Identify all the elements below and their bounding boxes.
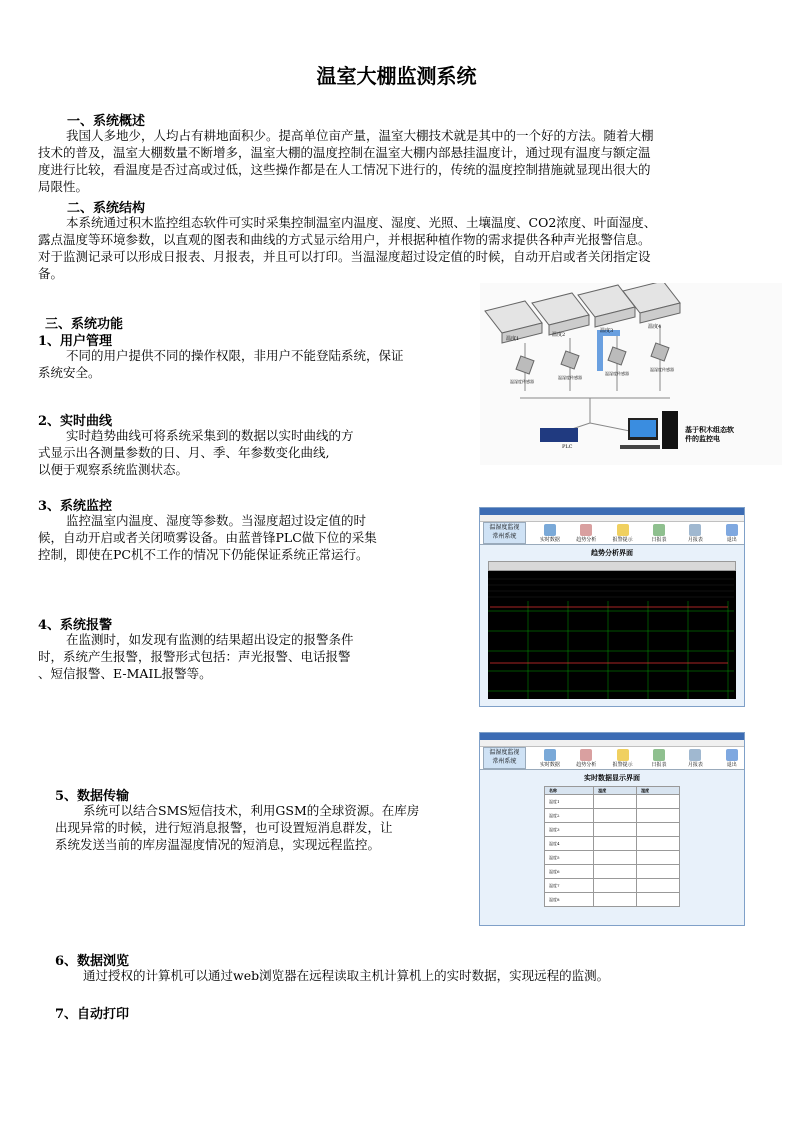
- feature-4-heading: 4、系统报警: [38, 618, 113, 633]
- text-line: 通过授权的计算机可以通过web浏览器在远程读取主机计算机上的实时数据，实现远程的监测。: [83, 968, 610, 983]
- window-titlebar: [480, 733, 744, 740]
- toolbar-button-monthly-report[interactable]: 月报表: [683, 749, 707, 768]
- system-structure-diagram: [480, 283, 782, 465]
- toolbar-button-exit[interactable]: 退出: [720, 524, 744, 543]
- text-line: 在监测时，如发现有监测的结果超出设定的报警条件: [66, 632, 354, 647]
- page-title: 温室大棚监测系统: [316, 64, 477, 88]
- section-1-heading: 一、系统概述: [67, 114, 146, 129]
- column-header: 名称: [545, 787, 594, 795]
- table-row: 温度3: [545, 823, 680, 837]
- section-2-body: [38, 214, 763, 282]
- feature-1-body: [38, 347, 478, 381]
- text-line: 技术的普及，温室大棚数量不断增多，温室大棚的温度控制在温室大棚内部悬挂温度计，通过现有温度与额定温: [38, 145, 651, 160]
- text-line: 系统发送当前的库房温湿度情况的短消息，实现远程监控。: [55, 837, 381, 852]
- feature-6-heading: 6、数据浏览: [55, 954, 130, 969]
- window-menubar: [480, 515, 744, 522]
- text-line: 备。: [38, 266, 64, 281]
- pane-title: 实时数据显示界面: [584, 773, 640, 782]
- feature-2-body: [38, 427, 478, 478]
- text-line: 露点温度等环境参数，以直观的图表和曲线的方式显示给用户，并根据种植作物的需求提供各种声光报警信息。: [38, 232, 651, 247]
- app-toolbar: [480, 522, 744, 545]
- text-line: 对于监测记录可以形成日报表、月报表，并且可以打印。当温湿度超过设定值的时候，自动开启或者关闭指定设: [38, 249, 651, 264]
- sensor-label: 温度3: [600, 328, 614, 334]
- sensor-caption: 温湿度传感器: [650, 367, 674, 372]
- text-line: 局限性。: [38, 179, 89, 194]
- table-row: 温度7: [545, 879, 680, 893]
- feature-1-heading: 1、用户管理: [38, 334, 113, 349]
- table-row: 温度4: [545, 837, 680, 851]
- pc-tower: [662, 411, 678, 449]
- text-line: 控制，即使在PC机不工作的情况下仍能保证系统正常运行。: [38, 547, 369, 562]
- text-line: 本系统通过积木监控组态软件可实时采集控制温室内温度、湿度、光照、土壤温度、CO2浓度、叶面湿度、: [66, 215, 657, 230]
- window-menubar: [480, 740, 744, 747]
- table-row: 温度1: [545, 795, 680, 809]
- toolbar-button-daily-report[interactable]: 日报表: [647, 749, 671, 768]
- feature-3-body: [38, 512, 478, 563]
- trend-chart: [488, 571, 736, 699]
- text-line: 系统安全。: [38, 365, 101, 380]
- text-line: 我国人多地少，人均占有耕地面积少。提高单位亩产量，温室大棚技术就是其中的一个好的方法。随着大棚: [66, 128, 654, 143]
- text-line: 时，系统产生报警，报警形式包括：声光报警、电话报警: [38, 649, 351, 664]
- window-titlebar: [480, 508, 744, 515]
- text-line: 出现异常的时候，进行短消息报警，也可设置短消息群发，让: [55, 820, 393, 835]
- toolbar-button-trend[interactable]: 趋势分析: [574, 524, 598, 543]
- plc-unit: [540, 428, 578, 442]
- sensor-label: 温度2: [552, 332, 566, 338]
- pane-title: 趋势分析界面: [591, 548, 633, 557]
- section-1-body: [38, 127, 763, 195]
- app-toolbar: [480, 747, 744, 770]
- text-line: 系统可以结合SMS短信技术，利用GSM的全球资源。在库房: [83, 803, 420, 818]
- text-line: 候，自动开启或者关闭喷雾设备。由蓝普锋PLC做下位的采集: [38, 530, 377, 545]
- feature-3-heading: 3、系统监控: [38, 499, 113, 514]
- column-header: 湿度: [637, 787, 680, 795]
- text-line: 实时趋势曲线可将系统采集到的数据以实时曲线的方: [66, 428, 354, 443]
- toolbar-button-realtime[interactable]: 实时数据: [538, 524, 562, 543]
- feature-4-body: [38, 631, 478, 682]
- app-logo: 温湿度监视 常州系统: [483, 522, 526, 544]
- toolbar-button-realtime[interactable]: 实时数据: [538, 749, 562, 768]
- table-header-row: [545, 787, 680, 795]
- pc-label: 基于积木组态软: [685, 425, 734, 434]
- feature-5-body: [55, 802, 465, 853]
- sensor-caption: 温湿度传感器: [558, 375, 582, 380]
- text-line: 、短信报警、E-MAIL报警等。: [38, 666, 212, 681]
- text-line: 以便于观察系统监测状态。: [38, 462, 189, 477]
- trend-analysis-screenshot: [479, 507, 745, 707]
- column-header: 温度: [594, 787, 637, 795]
- text-line: 式显示出各测量参数的日、月、季、年参数变化曲线,: [38, 445, 330, 460]
- table-row: 温度2: [545, 809, 680, 823]
- table-row: 温度6: [545, 865, 680, 879]
- text-line: 监控温室内温度、湿度等参数。当湿度超过设定值的时: [66, 513, 367, 528]
- feature-5-heading: 5、数据传输: [55, 789, 130, 804]
- realtime-data-screenshot: [479, 732, 745, 926]
- text-line: 度进行比较，看温度是否过高或过低，这些操作都是在人工情况下进行的，传统的温度控制措施就显现出很大的: [38, 162, 651, 177]
- toolbar-button-daily-report[interactable]: 日报表: [647, 524, 671, 543]
- toolbar-button-alarm[interactable]: 报警提示: [610, 749, 634, 768]
- plc-label: PLC: [562, 444, 573, 450]
- sensor-label: 温度4: [648, 324, 662, 330]
- sensor-caption: 温湿度传感器: [605, 371, 629, 376]
- realtime-data-table: [544, 786, 680, 907]
- section-2-heading: 二、系统结构: [67, 201, 146, 216]
- trend-chart-grid: [488, 571, 734, 699]
- table-row: 温度5: [545, 851, 680, 865]
- text-line: 不同的用户提供不同的操作权限，非用户不能登陆系统，保证: [66, 348, 404, 363]
- section-3-heading: 三、系统功能: [45, 317, 124, 332]
- toolbar-button-alarm[interactable]: 报警提示: [610, 524, 634, 543]
- sensor-caption: 温湿度传感器: [510, 379, 534, 384]
- chart-toolbar: [488, 561, 736, 571]
- pc-label: 件的监控电: [685, 434, 720, 443]
- feature-7-heading: 7、自动打印: [55, 1007, 130, 1022]
- diagram-graphic: [480, 283, 782, 465]
- feature-6-body: [55, 967, 755, 984]
- feature-2-heading: 2、实时曲线: [38, 414, 113, 429]
- toolbar-button-trend[interactable]: 趋势分析: [574, 749, 598, 768]
- toolbar-button-monthly-report[interactable]: 月报表: [683, 524, 707, 543]
- toolbar-button-exit[interactable]: 退出: [720, 749, 744, 768]
- table-row: 温度8: [545, 893, 680, 907]
- app-logo: 温湿度监视 常州系统: [483, 747, 526, 769]
- sensor-label: 温度1: [506, 336, 520, 342]
